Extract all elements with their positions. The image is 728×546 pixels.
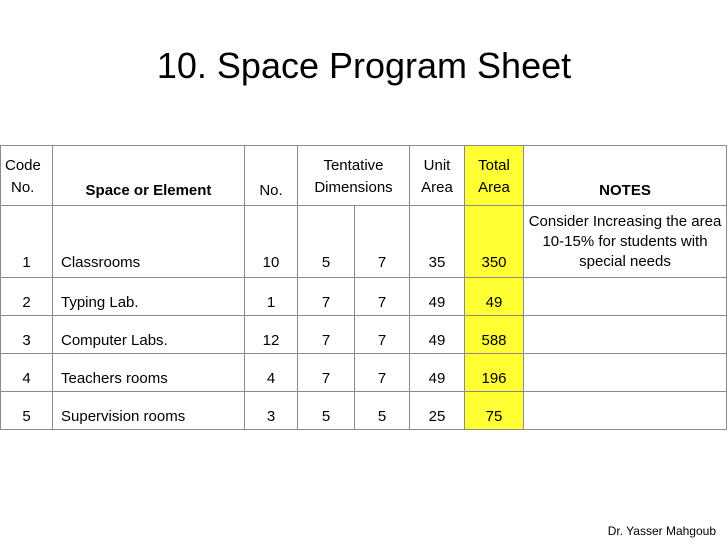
row-no: 1 (245, 278, 298, 316)
row-no: 4 (245, 354, 298, 392)
row-dim1: 5 (298, 206, 355, 278)
header-total-area: Total Area (465, 146, 524, 206)
row-total-area: 75 (465, 392, 524, 430)
row-space: Supervision rooms (53, 392, 245, 430)
row-note (524, 354, 727, 392)
author-credit: Dr. Yasser Mahgoub (607, 524, 716, 538)
row-total-area: 350 (465, 206, 524, 278)
row-space: Classrooms (53, 206, 245, 278)
row-dim1: 7 (298, 316, 355, 354)
row-no: 12 (245, 316, 298, 354)
header-no: No. (245, 146, 298, 206)
row-total-area: 196 (465, 354, 524, 392)
row-unit-area: 35 (410, 206, 465, 278)
row-space: Teachers rooms (53, 354, 245, 392)
row-dim2: 7 (355, 354, 410, 392)
table-row (1, 316, 727, 354)
table-row (1, 206, 727, 278)
row-note (524, 316, 727, 354)
row-code: 1 (1, 206, 53, 278)
header-code: Code No. (1, 146, 53, 206)
table-row (1, 354, 727, 392)
row-code: 3 (1, 316, 53, 354)
row-note: Consider Increasing the area 10-15% for students with special needs (524, 206, 727, 278)
header-space: Space or Element (53, 146, 245, 206)
row-total-area: 49 (465, 278, 524, 316)
row-code: 4 (1, 354, 53, 392)
space-program-table (0, 145, 727, 430)
row-unit-area: 49 (410, 354, 465, 392)
header-notes: NOTES (524, 146, 727, 206)
table-row (1, 278, 727, 316)
table-row (1, 392, 727, 430)
row-dim1: 5 (298, 392, 355, 430)
row-dim1: 7 (298, 354, 355, 392)
row-code: 5 (1, 392, 53, 430)
header-row (1, 146, 727, 206)
page-title: 10. Space Program Sheet (156, 45, 572, 86)
row-note (524, 278, 727, 316)
row-dim1: 7 (298, 278, 355, 316)
row-total-area: 588 (465, 316, 524, 354)
header-dimensions: Tentative Dimensions (298, 146, 410, 206)
row-dim2: 7 (355, 206, 410, 278)
row-no: 10 (245, 206, 298, 278)
row-unit-area: 49 (410, 278, 465, 316)
row-dim2: 7 (355, 316, 410, 354)
row-unit-area: 25 (410, 392, 465, 430)
row-note (524, 392, 727, 430)
row-no: 3 (245, 392, 298, 430)
row-code: 2 (1, 278, 53, 316)
row-dim2: 5 (355, 392, 410, 430)
row-space: Computer Labs. (53, 316, 245, 354)
header-unit-area: Unit Area (410, 146, 465, 206)
row-unit-area: 49 (410, 316, 465, 354)
row-space: Typing Lab. (53, 278, 245, 316)
row-dim2: 7 (355, 278, 410, 316)
